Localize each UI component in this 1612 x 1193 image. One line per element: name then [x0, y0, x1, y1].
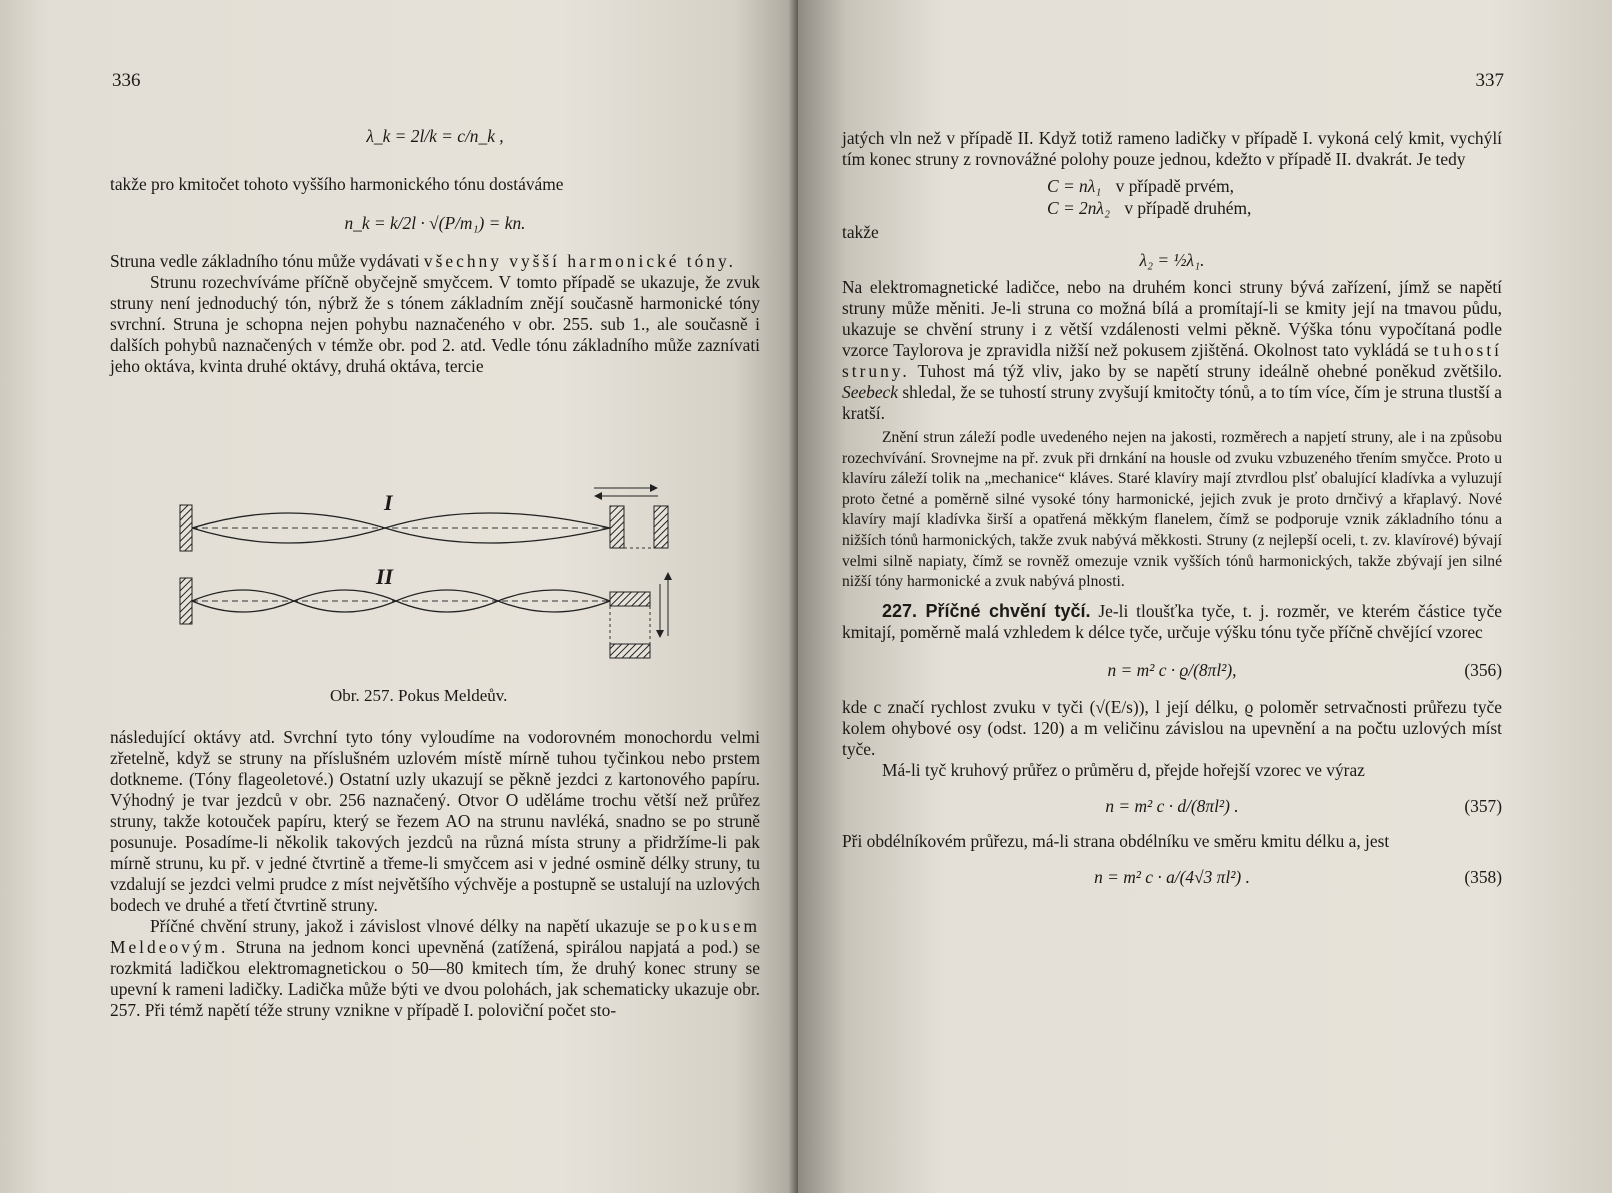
figure-caption: Obr. 257. Pokus Meldeův.: [330, 686, 508, 705]
paragraph: takže: [842, 222, 879, 242]
tuning-fork-arm-1a: [610, 506, 624, 548]
paragraph-small: Znění strun záleží podle uvedeného nejen na jakosti, rozměrech a napjetí struny, ale i na způsobu rozechvívání. Srovnejme na př. zvuk při drnkání na housle od zvuku vzbuzeného třením smyčce. Proto u klavíru záleží tolik na „mechanice“ kláves. Staré klavíry mají ztvrdlou plsť obalující kladívka a vyluzují proto četné a poměrně silné vysoké tóny harmonické, jejich zvuk je proto drnčivý a křaplavý. Nové klavíry mají kladívka širší a opatřená měkkým flanelem, čímž se podporuje vznik základního tónu a nižších tónů harmonických, takže zvuk nabývá měkkosti. Struny (z nejlepší oceli, t. zv. klavírové) bývají velmi silně napiaty, čímž se rovněž omezuje vznik vyšších tónů harmonických, takže zbývají jen silné nižší tóny harmonické a zvuk nabývá plnosti.: [842, 429, 1502, 591]
paragraph: kde c značí rychlost zvuku v tyči (√(E/s)), l její délku, ϱ poloměr setrvačnosti průřezu tyče kolem ohybové osy (odst. 120) a m veličinu závislou na upevnění a na počtu uzlových míst tyče.: [842, 696, 1502, 759]
string-wave-2: [192, 590, 610, 601]
equation-number: (357): [1464, 795, 1502, 816]
paragraph: Při obdélníkovém průřezu, má-li strana obdélníku ve směru kmitu délku a, jest: [842, 830, 1390, 851]
right-page: [798, 0, 1612, 1193]
paragraph: takže pro kmitočet tohoto vyššího harmonického tónu dostáváme: [110, 174, 564, 194]
left-text-bottom: [110, 727, 760, 1021]
spaced-emphasis: pokusem Meldeovým.: [110, 916, 760, 957]
section-heading: 227. Příčné chvění tyčí.: [882, 600, 1091, 621]
equation-number: (358): [1464, 866, 1502, 887]
paragraph: Má-li tyč kruhový průřez o průměru d, přejde hořejší vzorec ve výraz: [882, 759, 1365, 780]
paragraph: Příčné chvění struny, jakož i závislost vlnové délky na napětí ukazuje se pokusem Meldeovým. Struna na jednom konci upevněná (zatížená, spirálou napjatá a pod.) se rozkmitá ladičkou elektromagnetickou o 50—80 kmitech tím, že druhý konec struny se upevní k rameni ladičky. Ladička může býti ve dvou polohách, jak schematicky ukazuje obr. 257. Při témž napětí téže struny vznikne v případě I. poloviční počet sto-: [110, 916, 760, 1020]
author-name: Seebeck: [842, 382, 898, 402]
equation-lambda-k: λ_k = 2l/k = c/n_k ,: [366, 126, 504, 146]
wall-mount-1: [180, 505, 192, 551]
equation-356: n = m² c · ϱ/(8πl²), (356): [842, 643, 1502, 697]
figure-label-case-1: I: [384, 490, 393, 515]
paragraph: Strunu rozechvíváme příčně obyčejně smyčcem. V tomto případě se ukazuje, že zvuk struny není jednoduchý tón, nýbrž že s tónem základním znějí současně harmonické tóny svrchní. Struna je schopna nejen pohybu naznačeného v obr. 255. sub 1., ale současně i dalších pohybů naznačených v témže obr. pod 2. atd. Vedle tónu základního může zaznívati jeho oktáva, kvinta druhé oktávy, druhá oktáva, tercie: [110, 272, 760, 376]
string-wave-1: [192, 513, 610, 528]
spaced-emphasis: tuhostí struny.: [842, 340, 1502, 381]
left-text-top: [110, 126, 760, 377]
equation-357: n = m² c · d/(8πl²) . (357): [842, 781, 1502, 831]
equation-c: C = nλ₁ v případě prvém, C = 2nλ₂ v případě druhém,: [1047, 176, 1252, 218]
equation-358: n = m² c · a/(4√3 πl²) . (358): [842, 852, 1502, 902]
right-text: [842, 128, 1502, 902]
paragraph: jatých vln než v případě II. Když totiž rameno ladičky v případě I. vykoná celý kmit, vychýlí tím konec struny z rovnovážné polohy pouze jednou, kdežto v případě II. dvakrát. Je tedy: [842, 128, 1502, 169]
figure-label-case-2: II: [376, 564, 394, 589]
left-page: [0, 0, 798, 1193]
equation-n-k: n_k = k/2l · √(P/m₁) = kn.: [344, 213, 526, 233]
tuning-fork-arm-2a: [610, 592, 650, 606]
paragraph: 227. Příčné chvění tyčí. Je-li tloušťka tyče, t. j. rozměr, ve kterém částice tyče kmitají, poměrně malá vzhledem k délce tyče, určuje výšku tónu tyče příčně chvějící vzorec: [842, 600, 1503, 642]
figure-meldeho-pokus: [170, 480, 710, 680]
page-number: 337: [1475, 70, 1504, 91]
page-number: 336: [112, 70, 141, 91]
paragraph: následující oktávy atd. Svrchní tyto tóny vyloudíme na vodorovném monochordu velmi zřetelně, když se struny na příslušném uzlovém místě mírně tuhou tyčinkou nebo prstem dotkneme. (Tóny flageoletové.) Ostatní uzly ukazují se pěkně jezdci z kartonového papíru. Výhodný je tvar jezdců v obr. 256 naznačený. Otvor O uděláme trochu větší než průřez struny, takže kotouček papíru, který se řezem AO na strunu navléká, snadno se po struně posunuje. Posadíme-li několik takových jezdců na různá místa struny a přidržíme-li pak mírně strunu, ku př. v jedné čtvrtině a třeme-li smyčcem asi v jedné osmině délky struny, tu vzdalují se jezdci velmi prudce z míst největšího výchvěje a postupně se ustalují na uzlových bodech ve druhé a třetí čtvrtině struny.: [110, 727, 760, 915]
paragraph: Na elektromagnetické ladičce, nebo na druhém konci struny bývá zařízení, jímž se napětí struny může měniti. Je-li struna co možná bílá a promítají-li se kmity její na tmavou půdu, ukazuje se chvění struny i z větší vzdálenosti velmi pěkně. Výška tónu vypočítaná podle vzorce Taylorova je zpravidla nižší než pokusem zjištěná. Okolnost tato vykládá se tuhostí struny. Tuhost má týž vliv, jako by se napětí struny ideálně ohebné poněkud zvětšilo. Seebeck shledal, že se tuhostí struny zvyšují kmitočty tónů, a to tím více, čím je struna tlustší a kratší.: [842, 277, 1502, 423]
tuning-fork-arm-2b: [610, 644, 650, 658]
wall-mount-2: [180, 578, 192, 624]
equation-number: (356): [1464, 659, 1502, 680]
tuning-fork-arm-1b: [654, 506, 668, 548]
spaced-emphasis: všechny vyšší harmonické tóny.: [423, 251, 736, 271]
equation-lambda: λ₂ = ½λ₁.: [1139, 250, 1205, 270]
paragraph: Struna vedle základního tónu může vydávati všechny vyšší harmonické tóny.: [110, 251, 736, 271]
